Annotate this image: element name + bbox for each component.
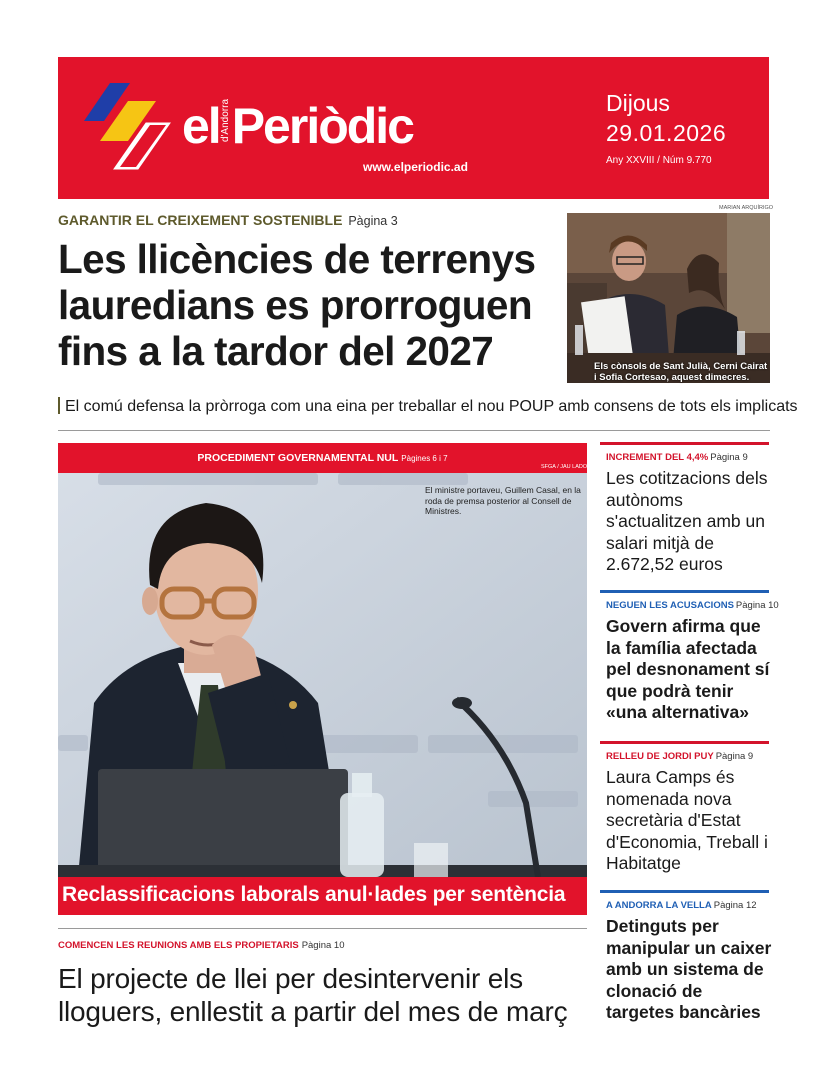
lead-headline[interactable]: Les llicències de terrenys lauredians es prorroguen fins a la tardor del 2027 bbox=[58, 236, 536, 374]
bottom-kicker-text: COMENCEN LES REUNIONS AMB ELS PROPIETARIS bbox=[58, 940, 299, 951]
brief-kicker-text: NEGUEN LES ACUSACIONS bbox=[606, 600, 734, 611]
issue-date: 29.01.2026 bbox=[606, 120, 727, 146]
masthead bbox=[58, 57, 769, 199]
newspaper-logo[interactable] bbox=[182, 91, 413, 161]
lead-photo-credit: MARIAN ARQUÍRIGO bbox=[719, 205, 774, 211]
brief-kicker bbox=[606, 751, 753, 762]
lead-page-ref: Pàgina 3 bbox=[348, 214, 398, 228]
bottom-headline[interactable]: El projecte de llei per desintervenir els lloguers, enllestit a partir del mes de març bbox=[58, 963, 568, 1027]
website-url[interactable]: www.elperiodic.ad bbox=[363, 160, 468, 174]
main-photo-caption: El ministre portaveu, Guillem Casal, en la roda de premsa posterior al Consell de Ministres. bbox=[425, 485, 581, 516]
brief-headline[interactable]: Laura Camps és nomenada nova secretària d'Estat d'Economia, Treball i Habitatge bbox=[606, 767, 768, 873]
main-headline-bar[interactable] bbox=[58, 877, 587, 915]
brief-rule bbox=[600, 590, 769, 593]
brief-kicker bbox=[606, 900, 757, 911]
brief-headline[interactable]: Les cotitzacions dels autònoms s'actualitzen amb un salari mitjà de 2.672,52 euros bbox=[606, 468, 768, 574]
main-photo[interactable] bbox=[58, 473, 587, 877]
council-session-photo bbox=[567, 213, 770, 383]
andorra-flag-stripes-logo bbox=[84, 83, 174, 171]
bottom-page-ref: Pàgina 10 bbox=[301, 940, 345, 951]
brief-page-ref: Pàgina 10 bbox=[735, 600, 779, 611]
lead-photo[interactable] bbox=[567, 213, 770, 383]
brief-headline[interactable]: Govern afirma que la família afectada pel desnonament sí que podrà tenir «una alternativa» bbox=[606, 616, 770, 722]
main-kicker-text: PROCEDIMENT GOVERNAMENTAL NUL bbox=[197, 452, 399, 464]
summary-marker bbox=[58, 397, 60, 414]
main-photo-credit: SFGA / JAU LADOT bbox=[541, 464, 591, 470]
lead-kicker-text: GARANTIR EL CREIXEMENT SOSTENIBLE bbox=[58, 212, 343, 228]
minister-press-conference-photo bbox=[58, 473, 587, 877]
divider bbox=[58, 928, 587, 929]
brief-rule bbox=[600, 890, 769, 893]
brief-page-ref: Pàgina 9 bbox=[710, 452, 748, 463]
lead-summary bbox=[58, 397, 798, 416]
brief-kicker bbox=[606, 452, 748, 463]
issue-day: Dijous bbox=[606, 90, 670, 116]
lead-kicker bbox=[58, 212, 398, 228]
issue-number: Any XXVIII / Núm 9.770 bbox=[606, 155, 712, 166]
brief-kicker-text: INCREMENT DEL 4,4% bbox=[606, 452, 709, 463]
main-page-ref: Pàgines 6 i 7 bbox=[401, 454, 448, 463]
logo-andorra: d'Andorra bbox=[219, 99, 231, 143]
lead-photo-caption: Els cònsols de Sant Julià, Cerni Cairat i Sofia Cortesao, aquest dimecres. bbox=[594, 361, 768, 383]
main-kicker-bar bbox=[58, 443, 587, 473]
brief-rule bbox=[600, 442, 769, 445]
logo-name: Periòdic bbox=[231, 98, 413, 154]
brief-page-ref: Pàgina 9 bbox=[715, 751, 754, 762]
main-headline: Reclassificacions laborals anul·lades per sentència bbox=[62, 883, 566, 906]
divider bbox=[58, 430, 770, 431]
brief-rule bbox=[600, 741, 769, 744]
logo-el: el bbox=[182, 98, 220, 154]
brief-headline[interactable]: Detinguts per manipular un caixer amb un sistema de clonació de targetes bancàries bbox=[606, 916, 772, 1022]
lead-summary-text: El comú defensa la pròrroga com una eina per treballar el nou POUP amb consens de tots els implicats bbox=[65, 398, 798, 415]
main-kicker bbox=[58, 452, 587, 464]
brief-kicker-text: RELLEU DE JORDI PUY bbox=[606, 751, 714, 762]
brief-kicker-text: A ANDORRA LA VELLA bbox=[606, 900, 712, 911]
bottom-kicker bbox=[58, 940, 344, 951]
brief-page-ref: Pàgina 12 bbox=[713, 900, 757, 911]
brief-kicker bbox=[606, 600, 779, 611]
